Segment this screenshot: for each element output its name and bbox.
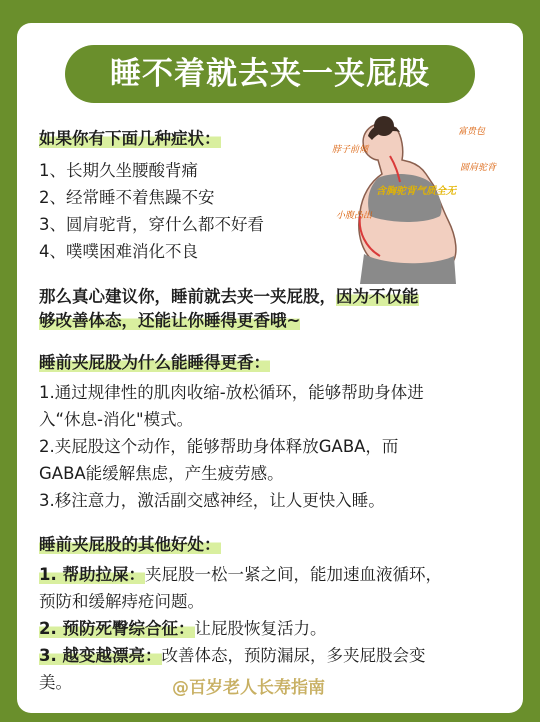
posture-illustration (330, 116, 510, 284)
benefit-label: 1. 帮助拉屎： (39, 565, 145, 584)
symptoms-heading (39, 127, 221, 151)
label-neck: 脖子前倾 (332, 145, 369, 155)
benefit-text: 让屁股恢复活力。 (194, 619, 327, 638)
benefits-heading-text: 睡前夹屁股的其他好处： (39, 535, 221, 554)
benefit-item (39, 563, 442, 587)
why-line: 2.夹屁股这个动作，能够帮助身体释放GABA，而 (39, 437, 399, 456)
symptom-item: 1、长期久坐腰酸背痛 (39, 161, 198, 180)
benefit-item (39, 617, 327, 641)
advice-text-1: 那么真心建议你，睡前就去夹一夹屁股， (39, 287, 336, 306)
advice-paragraph (39, 285, 509, 333)
advice-text-2: 因为不仅能 (336, 287, 419, 306)
benefit-item (39, 644, 426, 668)
symptom-item: 3、圆肩驼背，穿什么都不好看 (39, 215, 264, 234)
benefit-text: 改善体态，预防漏尿，多夹屁股会变 (161, 646, 426, 665)
watermark: @百岁老人长寿指南 (172, 678, 325, 698)
page-title: 睡不着就去夹一夹屁股 (65, 45, 475, 103)
why-line: 入“休息-消化"模式。 (39, 410, 194, 429)
why-heading (39, 351, 270, 375)
why-heading-text: 睡前夹屁股为什么能睡得更香： (39, 353, 270, 372)
benefit-cont: 美。 (39, 673, 72, 692)
symptom-item: 4、噗噗困难消化不良 (39, 242, 198, 261)
label-posture: 含胸驼背气质全无 (376, 186, 456, 197)
symptoms-heading-text: 如果你有下面几种症状： (39, 129, 221, 148)
advice-text-3: 够改善体态，还能让你睡得更香哦~ (39, 311, 301, 330)
benefit-label: 2. 预防死臀综合征： (39, 619, 195, 638)
label-belly: 小腹凸出 (336, 211, 373, 221)
label-fuguibao: 富贵包 (458, 127, 486, 137)
why-line: 3.移注意力，激活副交感神经，让人更快入睡。 (39, 491, 385, 510)
benefit-cont: 预防和缓解痔疮问题。 (39, 592, 204, 611)
why-line: GABA能缓解焦虑，产生疲劳感。 (39, 464, 284, 483)
label-shoulder: 圆肩驼背 (460, 163, 497, 173)
benefits-heading (39, 533, 221, 557)
benefit-label: 3. 越变越漂亮： (39, 646, 162, 665)
content-card (17, 23, 523, 713)
why-line: 1.通过规律性的肌肉收缩-放松循环，能够帮助身体进 (39, 383, 424, 402)
benefit-text: 夹屁股一松一紧之间，能加速血液循环， (145, 565, 442, 584)
symptom-item: 2、经常睡不着焦躁不安 (39, 188, 215, 207)
